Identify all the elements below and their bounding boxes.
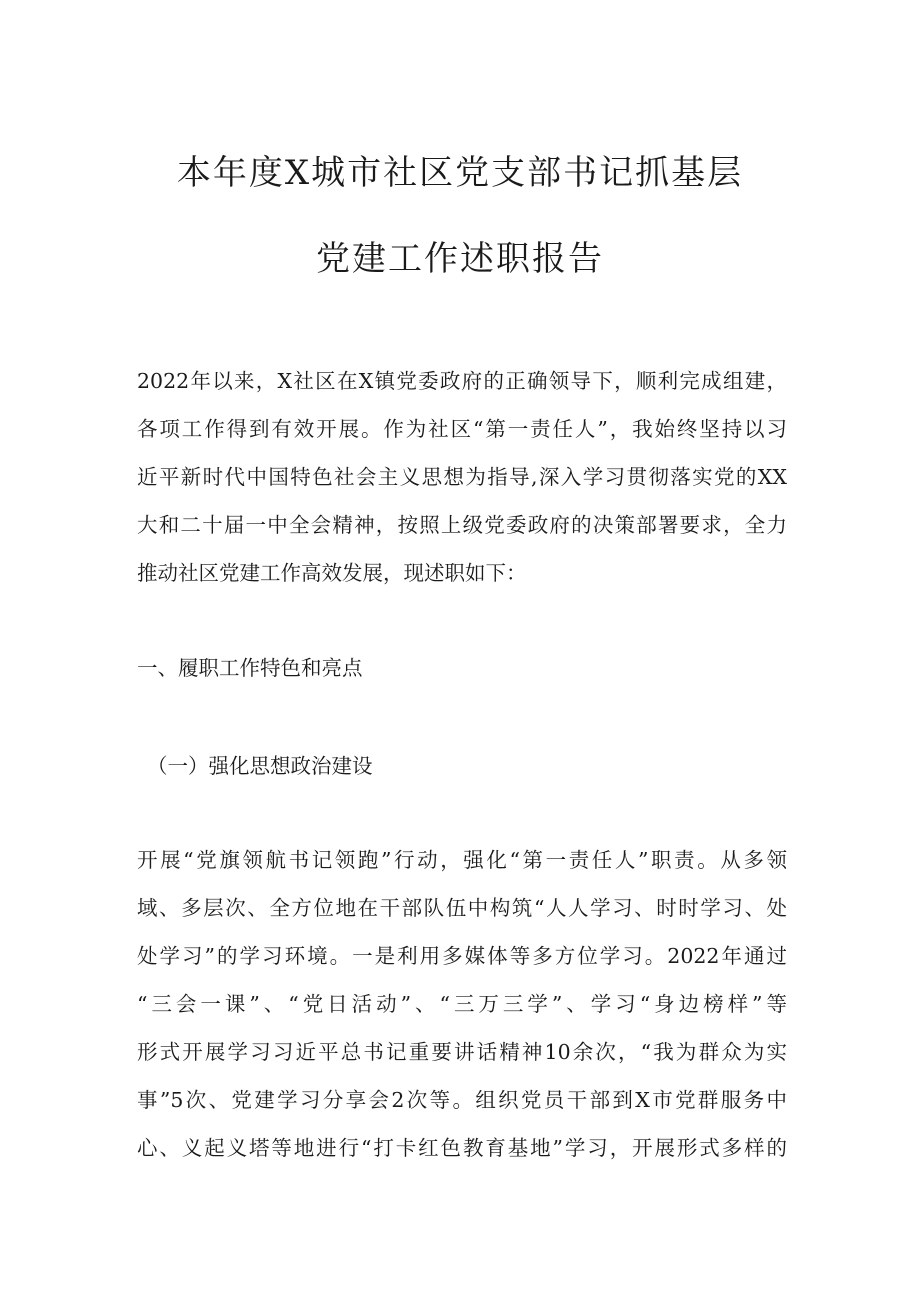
body-line-7: 心、义起义塔等地进行“打卡红色教育基地”学习，开展形式多样的 (137, 1136, 787, 1160)
intro-line-5: 推动社区党建工作高效发展，现述职如下： (137, 561, 527, 585)
body-line-2: 域、多层次、全方位地在干部队伍中构筑“人人学习、时时学习、处 (137, 896, 787, 920)
subsection-heading: （一）强化思想政治建设 (147, 754, 373, 778)
intro-line-4: 大和二十届一中全会精神，按照上级党委政府的决策部署要求，全力 (137, 513, 787, 537)
intro-line-3: 近平新时代中国特色社会主义思想为指导,深入学习贯彻落实党的XX (137, 465, 787, 489)
body-line-5: 形式开展学习习近平总书记重要讲话精神10余次，“我为群众为实 (137, 1040, 787, 1064)
intro-line-2: 各项工作得到有效开展。作为社区“第一责任人”，我始终坚持以习 (137, 417, 787, 441)
body-line-4: “三会一课”、“党日活动”、“三万三学”、学习“身边榜样”等 (137, 992, 787, 1016)
body-line-1: 开展“党旗领航书记领跑”行动，强化“第一责任人”职责。从多领 (137, 848, 787, 872)
document-title-line-1: 本年度X城市社区党支部书记抓基层 (176, 153, 744, 193)
body-line-3: 处学习”的学习环境。一是利用多媒体等多方位学习。2022年通过 (137, 944, 787, 968)
section-heading: 一、履职工作特色和亮点 (137, 656, 363, 680)
intro-line-1: 2022年以来，X社区在X镇党委政府的正确领导下，顺利完成组建， (137, 369, 787, 393)
body-line-6: 事”5次、党建学习分享会2次等。组织党员干部到X市党群服务中 (137, 1088, 787, 1112)
document-title-line-2: 党建工作述职报告 (316, 239, 604, 279)
